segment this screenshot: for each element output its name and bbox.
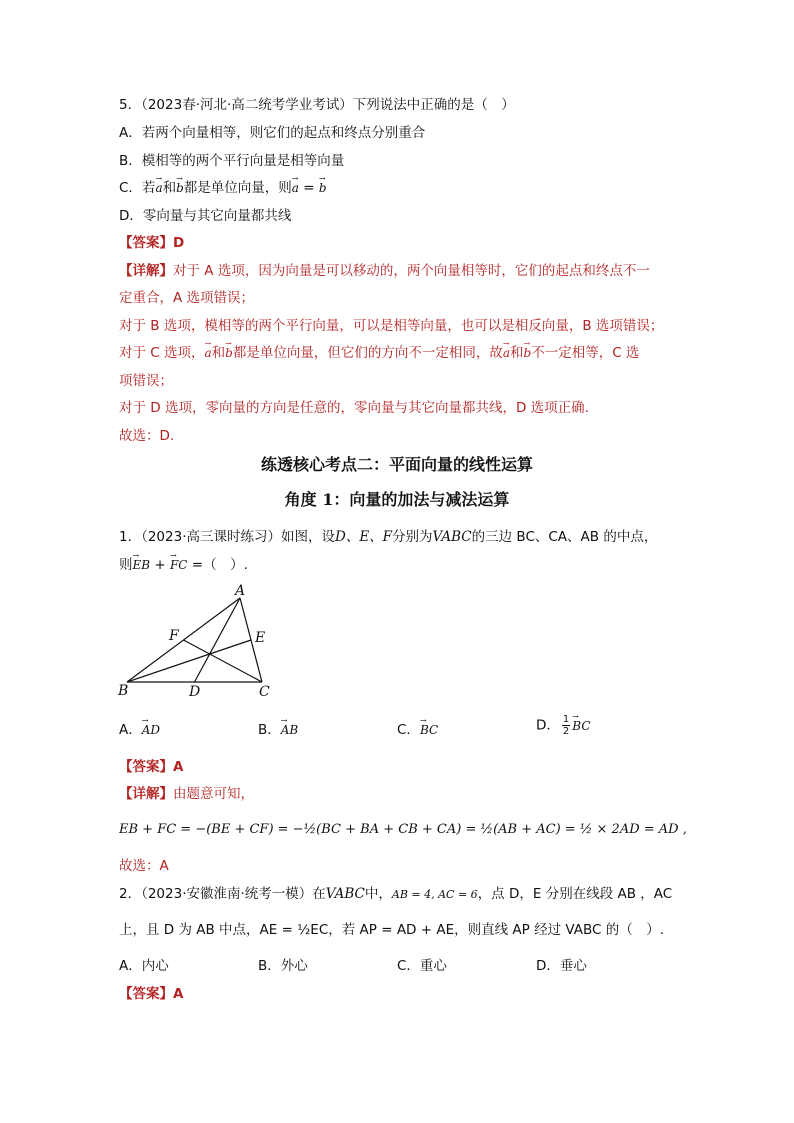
vector-b: → b <box>524 343 532 363</box>
q1-stem-prefix: 1．（2023·高三课时练习）如图，设 <box>119 529 335 545</box>
q2-option-c: C．重心 <box>397 958 447 974</box>
answer-value: D <box>173 235 185 251</box>
midpoint-label-f: F <box>169 628 179 644</box>
vertex-label-c: C <box>259 684 270 700</box>
detail-label: 【详解】 <box>119 263 173 279</box>
vector-b: → b <box>176 178 184 198</box>
median-cf <box>184 640 263 682</box>
vector-b: → b <box>225 343 233 363</box>
q1-conclusion: 故选：A <box>119 858 169 874</box>
q2-stem-mid: 中， <box>364 886 392 902</box>
vertex-label-b: B <box>118 683 129 699</box>
answer-label: 【答案】 <box>119 759 173 775</box>
vector-bc: → BC <box>572 716 590 736</box>
plus-sign: + <box>150 557 170 573</box>
q1-stem-mid: 分别为 <box>392 529 433 545</box>
q5-answer <box>119 233 184 253</box>
q5-option-a: A．若两个向量相等，则它们的起点和终点分别重合 <box>119 125 426 141</box>
q5-c-and: 和 <box>162 180 177 196</box>
detail-text: 对于 A 选项，因为向量是可以移动的，两个向量相等时，它们的起点和终点不一 <box>173 263 650 279</box>
median-ad <box>195 598 241 682</box>
q1-midpoint-vars: D、E、F <box>335 529 393 545</box>
triangle-figure <box>110 580 290 705</box>
q1-stem-end: 的三边 BC、CA、AB 的中点， <box>471 529 658 545</box>
detail-4-and: 和 <box>211 345 226 361</box>
q2-option-a: A．内心 <box>119 958 169 974</box>
vector-a: → a <box>155 178 162 198</box>
answer-value: A <box>173 986 184 1002</box>
q1-stem-2-end: =（ ）. <box>187 557 248 573</box>
q5-option-b: B．模相等的两个平行向量是相等向量 <box>119 153 345 169</box>
q1-stem-2-prefix: 则 <box>119 557 133 573</box>
vector-a: → a <box>503 343 510 363</box>
q5-detail-6: 对于 D 选项，零向量的方向是任意的，零向量与其它向量都共线，D 选项正确. <box>119 400 589 416</box>
median-be <box>127 640 251 682</box>
vertex-label-a: A <box>235 583 246 599</box>
q5-detail-2: 定重合，A 选项错误； <box>119 290 255 306</box>
answer-label: 【答案】 <box>119 235 173 251</box>
q2-stem-line-1 <box>119 884 672 905</box>
q5-detail-1 <box>119 261 650 281</box>
option-c-label: C． <box>397 722 420 738</box>
q1-triangle: VABC <box>432 529 472 545</box>
q1-option-a <box>119 720 160 740</box>
fraction-numerator: 1 <box>562 714 570 725</box>
detail-4-prefix: 对于 C 选项， <box>119 345 205 361</box>
q1-option-d <box>536 714 591 737</box>
section-subtitle: 角度 1：向量的加法与减法运算 <box>284 490 510 509</box>
option-a-label: A． <box>119 722 142 738</box>
option-d-label: D． <box>536 717 560 734</box>
vector-ab: → AB <box>281 720 298 740</box>
detail-text: 由题意可知， <box>173 786 254 802</box>
q5-c-text: 都是单位向量，则 <box>183 180 292 196</box>
vector-fc: → FC <box>170 555 188 575</box>
vector-a: → a <box>292 178 299 198</box>
q5-option-d: D．零向量与其它向量都共线 <box>119 208 292 224</box>
vector-bc: → BC <box>420 720 438 740</box>
q5-detail-3: 对于 B 选项，模相等的两个平行向量，可以是相等向量，也可以是相反向量，B 选项错误； <box>119 318 664 334</box>
q2-option-d: D．垂心 <box>536 958 587 974</box>
vector-eb: → EB <box>133 555 151 575</box>
q2-triangle: VABC <box>325 886 365 902</box>
q2-stem-end: ，点 D，E 分别在线段 AB ，AC <box>477 886 673 902</box>
detail-label: 【详解】 <box>119 786 173 802</box>
q1-stem-line-2 <box>119 555 248 575</box>
q1-formula: EB + FC = −(BE + CF) = −½(BC + BA + CB + CA) = ½(AB + AC) = ½ × 2AD = AD , <box>119 822 687 837</box>
detail-4-and-2: 和 <box>510 345 524 361</box>
q5-conclusion: 故选：D. <box>119 428 175 444</box>
detail-4-end: 不一定相等，C 选 <box>531 345 640 361</box>
option-b-label: B． <box>258 722 281 738</box>
answer-label: 【答案】 <box>119 986 173 1002</box>
midpoint-label-e: E <box>255 630 266 646</box>
q2-stem-line-2: 上，且 D 为 AB 中点，AE = ½EC，若 AP = AD + AE，则直线 AP 经过 VABC 的（ ）. <box>119 922 664 938</box>
vector-b: → b <box>319 178 327 198</box>
q1-option-b <box>258 720 298 740</box>
equals-sign: = <box>298 180 319 196</box>
q1-detail <box>119 784 254 804</box>
q5-c-prefix: C．若 <box>119 180 156 196</box>
vector-ad: → AD <box>142 720 160 740</box>
q2-stem-prefix: 2．（2023·安徽淮南·统考一模）在 <box>119 886 326 902</box>
fraction-denominator: 2 <box>562 726 570 737</box>
q2-answer <box>119 984 183 1004</box>
answer-value: A <box>173 759 184 775</box>
q2-option-b: B．外心 <box>258 958 308 974</box>
q5-detail-5: 项错误； <box>119 373 173 389</box>
detail-4-text: 都是单位向量，但它们的方向不一定相同，故 <box>232 345 503 361</box>
q1-answer <box>119 757 183 777</box>
q2-condition: AB = 4, AC = 6 <box>391 888 478 901</box>
q1-stem-line-1 <box>119 527 657 547</box>
q5-option-c <box>119 178 327 198</box>
q5-stem: 5．（2023春·河北·高二统考学业考试）下列说法中正确的是（ ） <box>119 97 515 113</box>
vector-a: → a <box>205 343 212 363</box>
fraction-half <box>562 714 570 737</box>
q1-option-c <box>397 720 438 740</box>
midpoint-label-d: D <box>189 684 201 700</box>
q5-detail-4 <box>119 343 639 363</box>
section-title: 练透核心考点二：平面向量的线性运算 <box>260 455 533 474</box>
